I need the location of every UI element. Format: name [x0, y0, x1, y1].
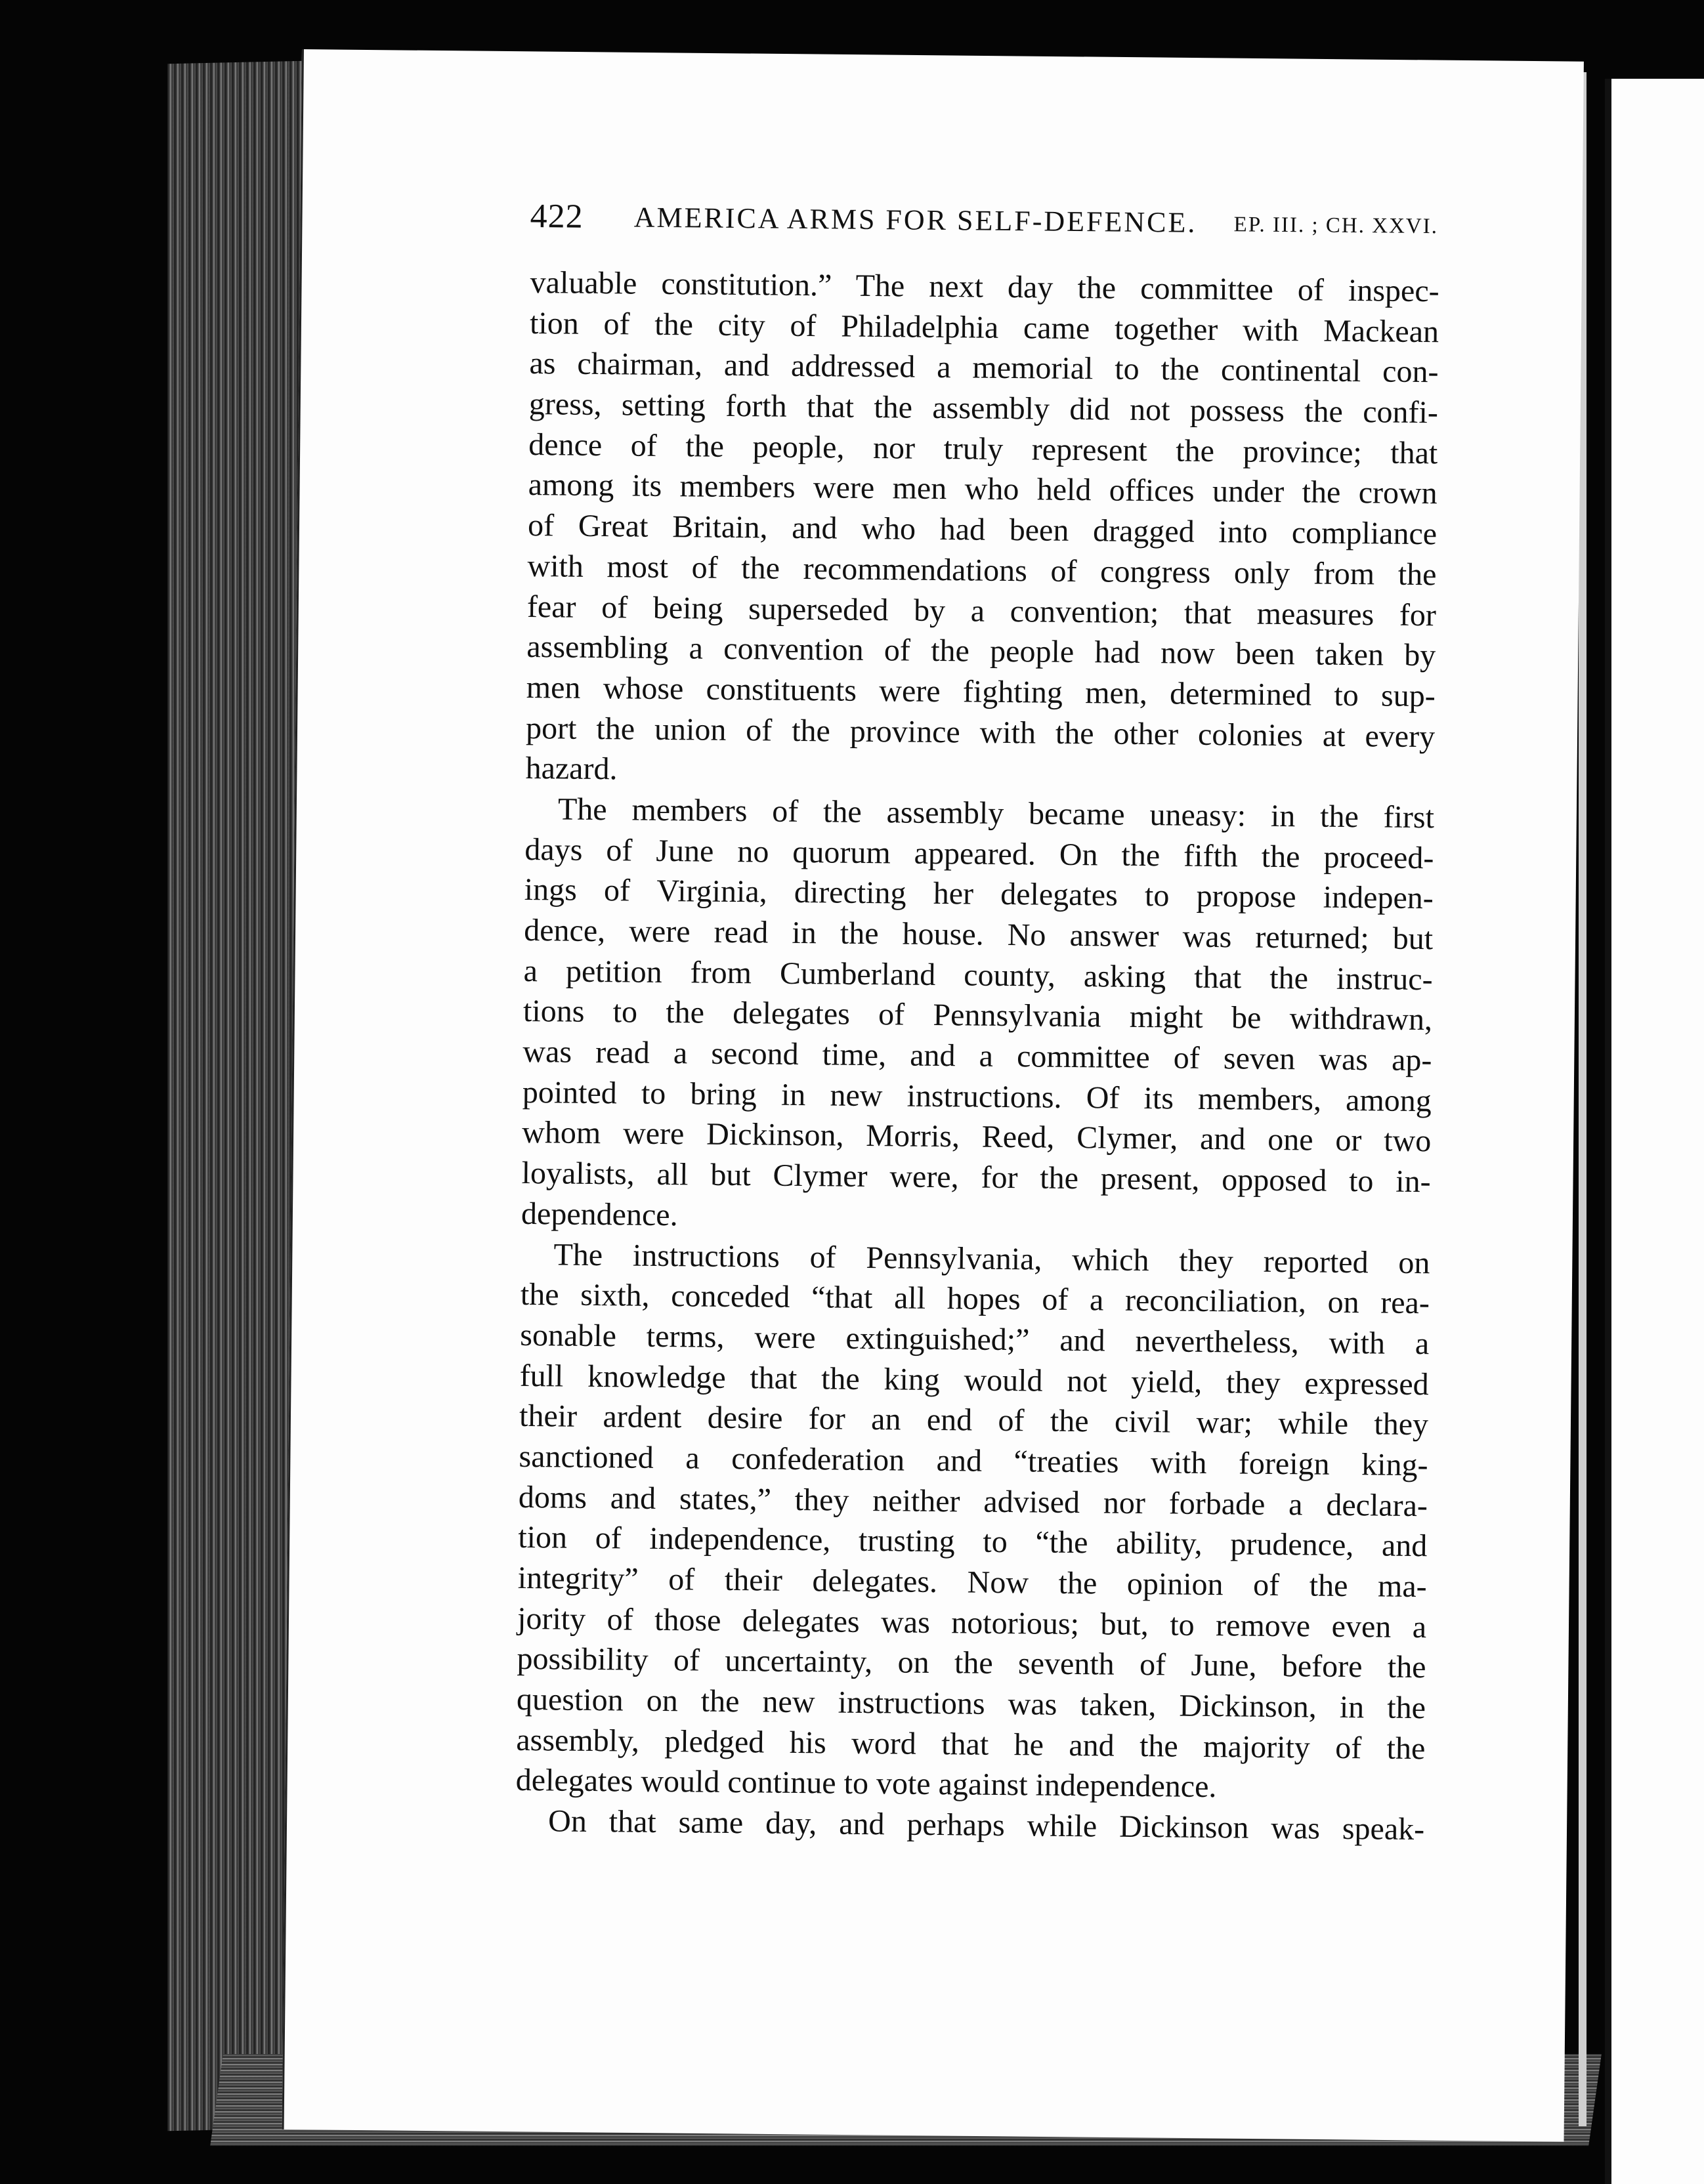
running-header — [530, 197, 1449, 258]
text-line: possibility of uncertainty, on the seventh of June, before the — [517, 1641, 1426, 1685]
text-line: The instructions of Pennsylvania, which they reported on — [553, 1236, 1430, 1280]
text-line: dence, were read in the house. No answer was returned; but — [523, 912, 1434, 957]
text-line: days of June no quorum appeared. On the fifth the proceed- — [524, 831, 1434, 875]
page-number: 422 — [530, 197, 584, 236]
running-title: AMERICA ARMS FOR SELF-DEFENCE. — [633, 201, 1197, 239]
text-line: loyalists, all but Clymer were, for the present, opposed to in- — [521, 1156, 1431, 1200]
text-line: fear of being superseded by a convention; that measures for — [526, 589, 1437, 633]
text-line: jority of those delegates was notorious; but, to remove even a — [517, 1601, 1427, 1645]
text-line: tion of the city of Philadelphia came together with Mackean — [529, 305, 1439, 349]
text-line: question on the new instructions was taken, Dickinson, in the — [516, 1681, 1426, 1726]
text-line: was read a second time, and a committee of seven was ap- — [522, 1034, 1432, 1078]
facing-page-sliver — [1605, 79, 1704, 2184]
text-line: doms and states,” they neither advised nor forbade a declara- — [518, 1479, 1428, 1523]
chapter-reference: EP. III. ; CH. XXVI. — [1233, 213, 1439, 239]
text-line: valuable constitution.” The next day the committee of inspec- — [530, 264, 1439, 309]
text-line: ings of Virginia, directing her delegates to propose indepen- — [524, 872, 1434, 916]
text-line: men whose constituents were fighting men, determined to sup- — [526, 669, 1436, 714]
text-line: whom were Dickinson, Morris, Reed, Clymer, and one or two — [522, 1115, 1432, 1159]
text-line: of Great Britain, and who had been dragged into compliance — [527, 508, 1438, 552]
text-line: full knowledge that the king would not yield, they expressed — [519, 1358, 1429, 1402]
text-line: dence of the people, nor truly represent the province; that — [528, 427, 1438, 471]
text-line: gress, setting forth that the assembly did not possess the confi- — [528, 387, 1439, 430]
text-line: among its members were men who held offices under the crown — [528, 467, 1438, 511]
text-line: as chairman, and addressed a memorial to the continental con- — [529, 346, 1439, 390]
text-line: a petition from Cumberland county, asking that the instruc- — [523, 953, 1433, 997]
text-line: tions to the delegates of Pennsylvania might be withdrawn, — [522, 994, 1433, 1038]
text-line: port the union of the province with the other colonies at every — [525, 710, 1436, 754]
text-line: sonable terms, were extinguished;” and nevertheless, with a — [520, 1317, 1430, 1362]
text-line: their ardent desire for an end of the civil war; while they — [519, 1398, 1429, 1442]
text-line: tion of independence, trusting to “the ability, prudence, and — [518, 1520, 1428, 1564]
text-line: assembling a convention of the people had now been taken by — [526, 629, 1436, 673]
text-line: the sixth, conceded “that all hopes of a reconciliation, on rea- — [520, 1277, 1430, 1321]
text-line: sanctioned a confederation and “treaties with foreign king- — [519, 1438, 1428, 1483]
text-line: integrity” of their delegates. Now the opinion of the ma- — [517, 1560, 1427, 1605]
text-line: dependence. — [521, 1196, 678, 1233]
text-line: The members of the assembly became uneasy: in the first — [557, 791, 1435, 835]
text-line: On that same day, and perhaps while Dickinson was speak- — [547, 1803, 1425, 1847]
text-line: hazard. — [525, 751, 618, 787]
body-text — [515, 262, 1439, 1850]
text-line: with most of the recommendations of congress only from the — [527, 548, 1437, 593]
text-line: delegates would continue to vote against independence. — [515, 1763, 1217, 1805]
text-line: pointed to bring in new instructions. Of its members, among — [522, 1074, 1432, 1118]
text-line: assembly, pledged his word that he and the majority of the — [516, 1722, 1426, 1766]
